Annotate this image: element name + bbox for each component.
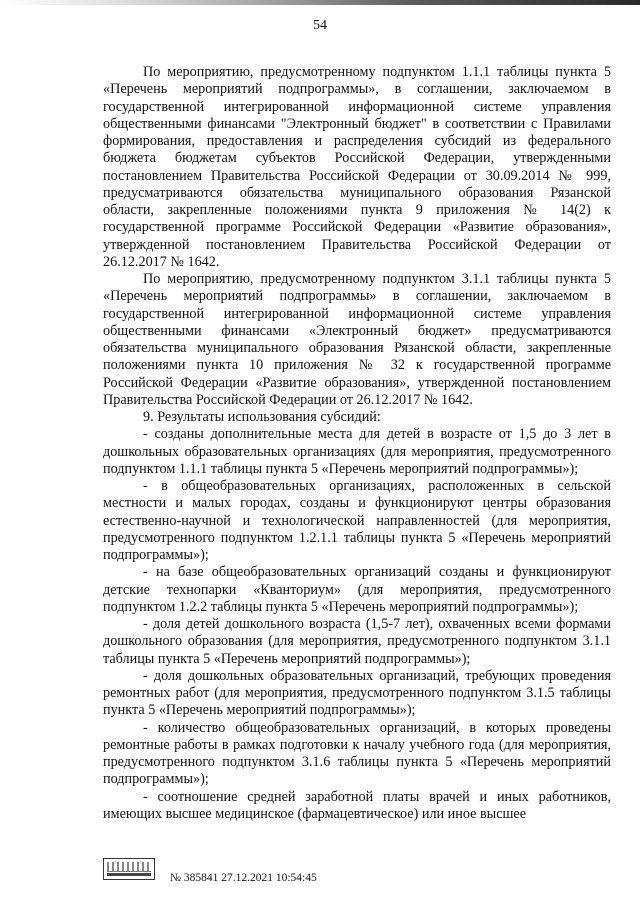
result-item-repair-share: - доля дошкольных образовательных организаций, требующих проведения ремонтных работ (для мероприятия, предусмотренного подпунктом 3.1.5 таблицы пункта 5 «Перечень мероприятий подпрограммы»); xyxy=(103,667,611,719)
document-body xyxy=(103,64,611,823)
section-heading-results: 9. Результаты использования субсидий: xyxy=(143,409,381,425)
registry-stamp-logo xyxy=(103,858,155,880)
result-item-centers: - в общеобразовательных организациях, расположенных в сельской местности и малых городах, созданы и функционируют центры образования естественно-научной и технологической направленностей (для мероприятия, предусмотренного подпунктом 1.2.1.1 таблицы пункта 5 «Перечень мероприятий подпрограммы»); xyxy=(103,478,611,563)
result-item-technoparks: - на базе общеобразовательных организаций созданы и функционируют детские технопарки «Кванториум» (для мероприятия, предусмотренного подпунктом 1.2.2 таблицы пункта 5 «Перечень мероприятий подпрограммы»); xyxy=(103,564,611,615)
result-item-preschool-share: - доля детей дошкольного возраста (1,5-7 лет), охваченных всеми формами дошкольного образования (для мероприятия, предусмотренного подпунктом 3.1.1 таблицы пункта 5 «Перечень мероприятий подпрограммы»); xyxy=(103,616,611,667)
page-number: 54 xyxy=(313,18,327,33)
paragraph-measure-1-1-1: По мероприятию, предусмотренному подпунктом 1.1.1 таблицы пункта 5 «Перечень мероприятий подпрограммы», в соглашении, заключаемом в государственной интегрированной информационной системе управления общественными финансами "Электронный бюджет" в соответствии с Правилами формирования, предоставления и распределения субсидий из федерального бюджета бюджетам субъектов Российской Федерации, утвержденными постановлением Правительства Российской Федерации от 30.09.2014 № 999, предусматриваются обязательства муниципального образования Рязанской области, закрепленные положениями пункта 9 приложения № 14(2) к государственной программе Российской Федерации «Развитие образования», утвержденной постановлением Правительства Российской Федерации от 26.12.2017 № 1642. xyxy=(103,64,611,270)
result-item-places: - созданы дополнительные места для детей в возрасте от 1,5 до 3 лет в дошкольных образовательных организациях (для мероприятия, предусмотренного подпунктом 1.1.1 таблицы пункта 5 «Перечень мероприятий подпрограммы»); xyxy=(103,426,611,477)
result-item-repair-count: - количество общеобразовательных организаций, в которых проведены ремонтные работы в рамках подготовки к началу учебного года (для мероприятия, предусмотренного подпунктом 3.1.6 таблицы пункта 5 «Перечень мероприятий подпрограммы»); xyxy=(103,719,611,788)
document-registration-footer: № 385841 27.12.2021 10:54:45 xyxy=(170,872,317,884)
scan-edge-artifact xyxy=(0,0,640,5)
result-item-salary-ratio: - соотношение средней заработной платы врачей и иных работников, имеющих высшее медицинское (фармацевтическое) или иное высшее xyxy=(103,788,611,822)
paragraph-measure-3-1-1: По мероприятию, предусмотренному подпунктом 3.1.1 таблицы пункта 5 «Перечень мероприятий подпрограммы» в соглашении, заключаемом в государственной интегрированной информационной системе управления общественными финансами «Электронный бюджет» предусматриваются обязательства муниципального образования Рязанской области, закрепленные положениями пункта 10 приложения № 32 к государственной программе Российской Федерации «Развитие образования», утвержденной постановлением Правительства Российской Федерации от 26.12.2017 № 1642. xyxy=(103,271,611,408)
